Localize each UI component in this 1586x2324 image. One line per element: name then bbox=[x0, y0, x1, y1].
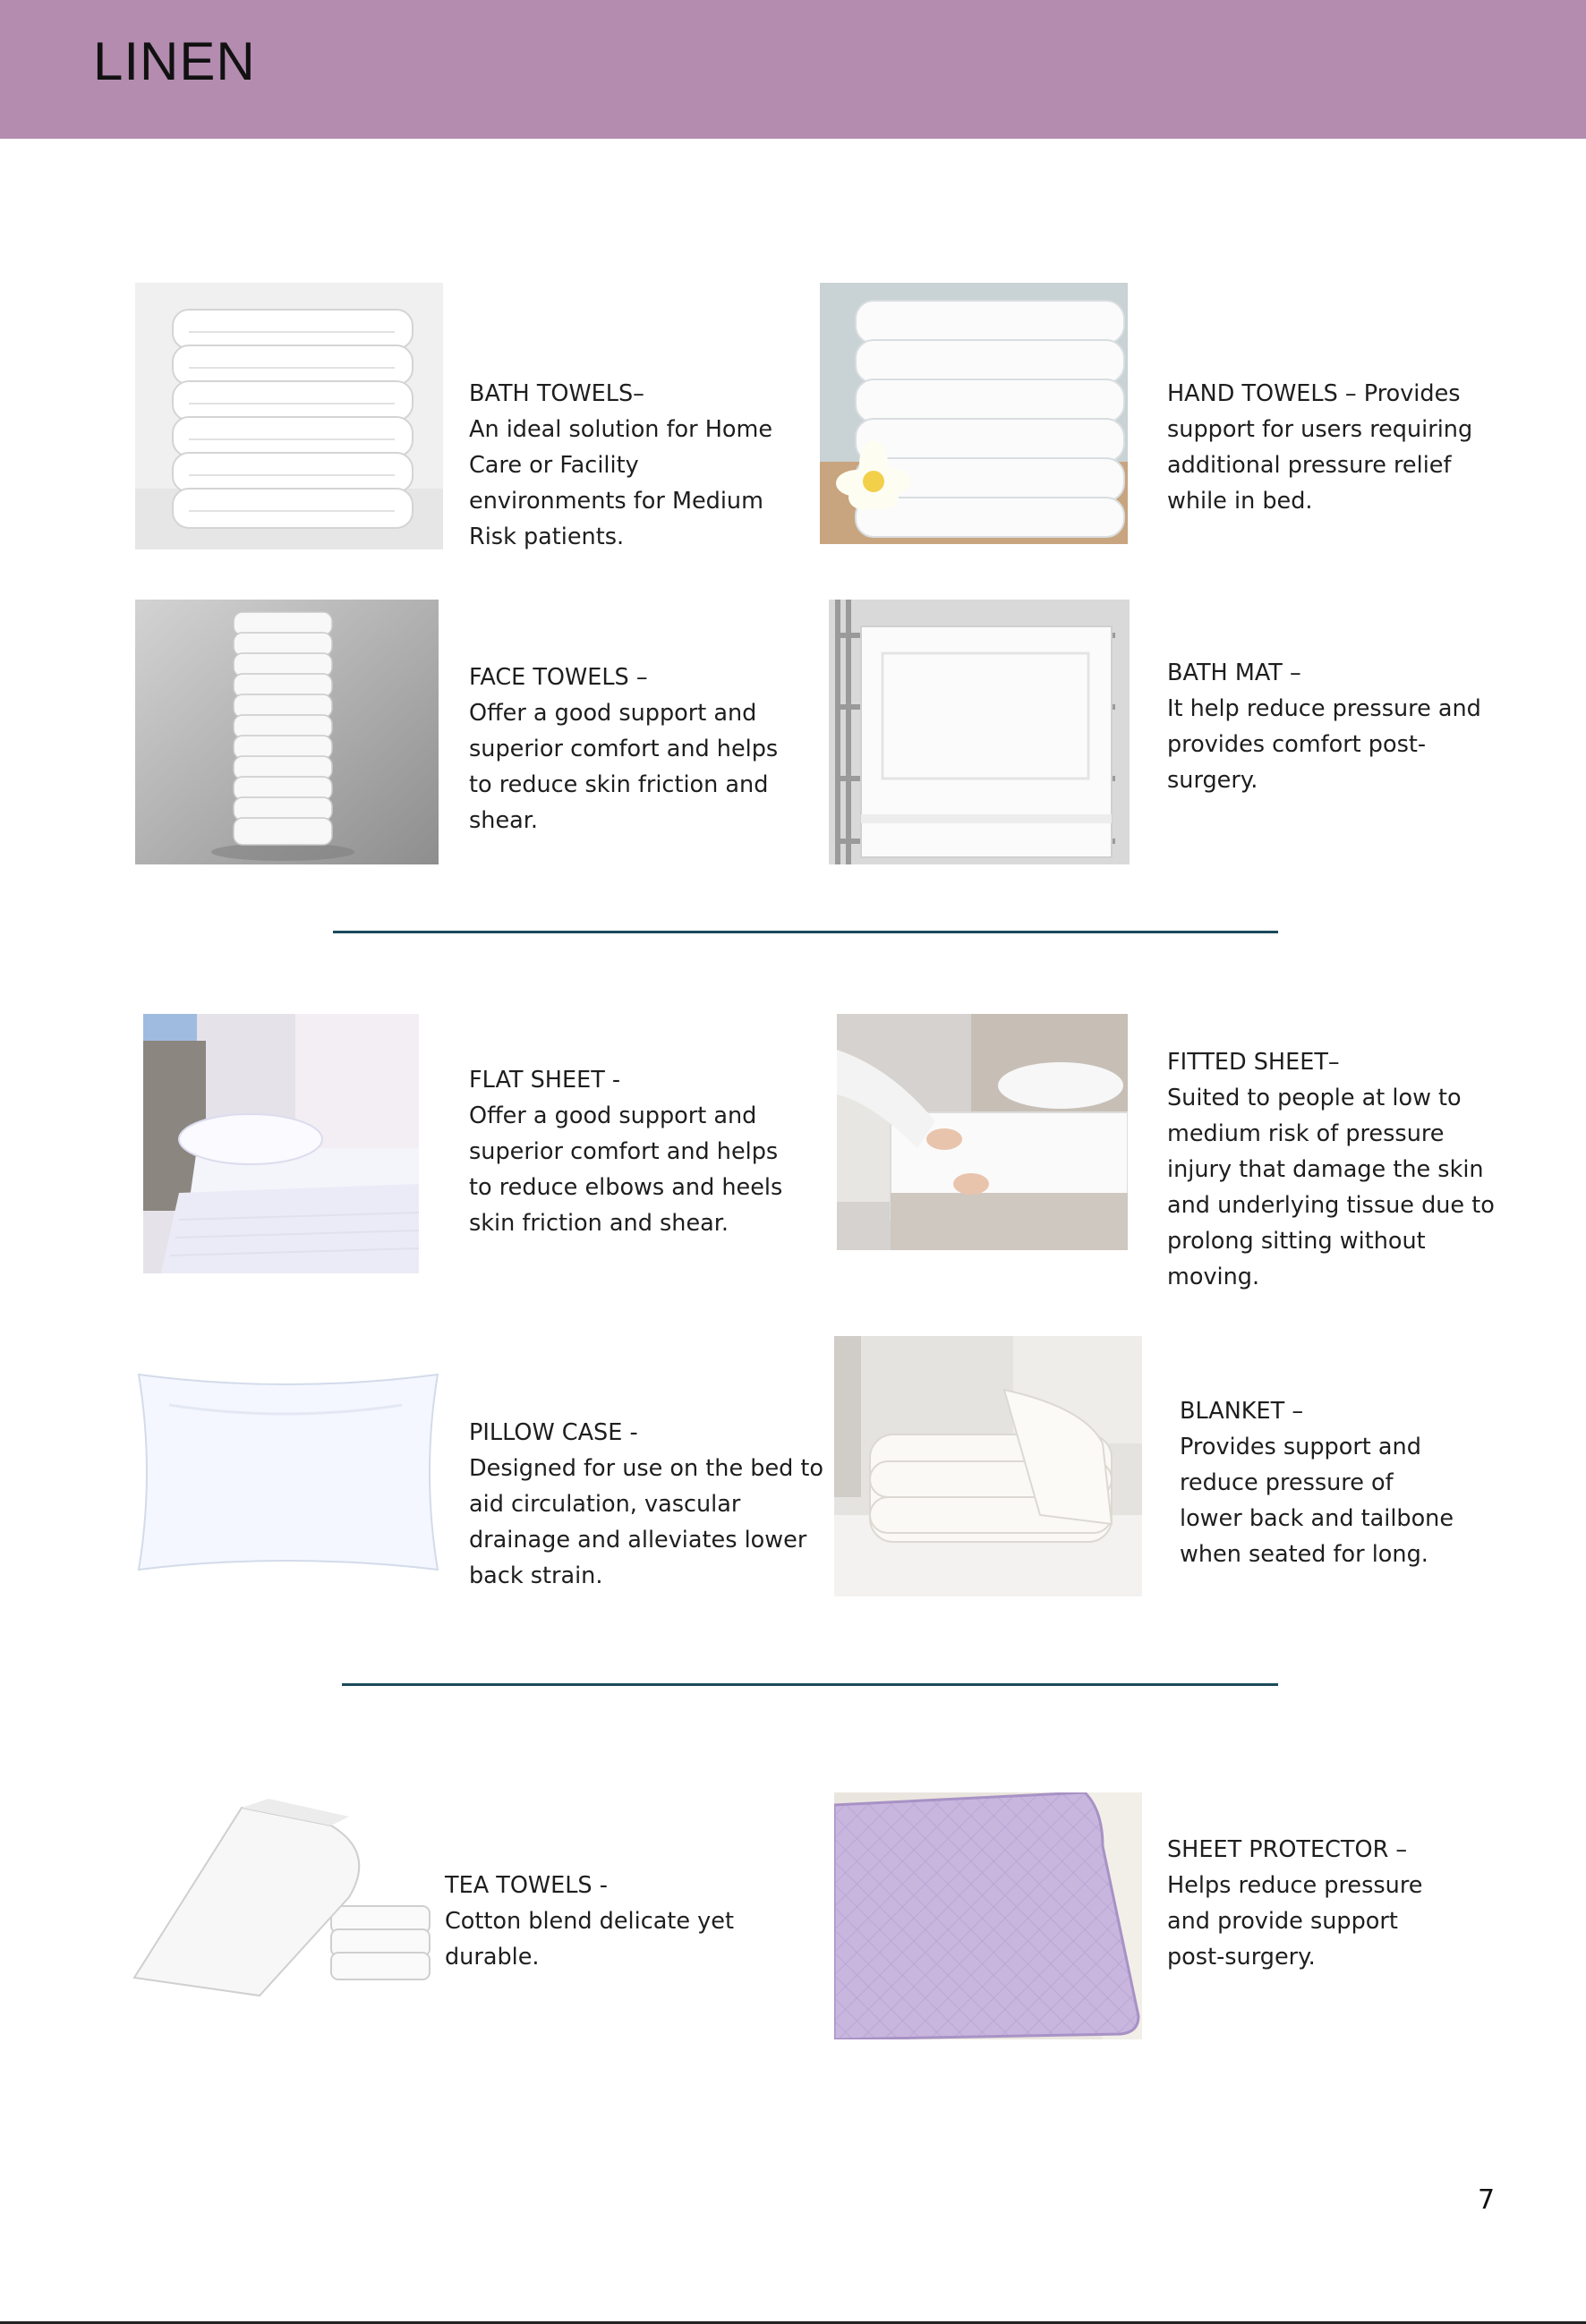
pillow-case-description: PILLOW CASE - Designed for use on the bed to aid circulation, vascular drainage and alleviates lower back strain. bbox=[469, 1419, 824, 1589]
folded-tea-towels-image bbox=[125, 1799, 431, 2001]
bed-with-flat-sheet-image bbox=[143, 1014, 419, 1273]
white-pillow-image bbox=[133, 1369, 441, 1575]
face-towels-description: FACE TOWELS – Offer a good support and superior comfort and helps to reduce skin friction and shear. bbox=[469, 664, 779, 834]
lavender-quilted-protector-image bbox=[834, 1792, 1142, 2039]
sheet-protector-description: SHEET PROTECTOR – Helps reduce pressure and provide support post-surgery. bbox=[1167, 1836, 1423, 1971]
bath-towels-description: BATH TOWELS– An ideal solution for Home Care or Facility environments for Medium Risk patients. bbox=[469, 380, 773, 550]
page-title: LINEN bbox=[93, 31, 256, 91]
hand-towels-with-flower-image bbox=[820, 283, 1128, 544]
bath-mat-description: BATH MAT – It help reduce pressure and provides comfort post- surgery. bbox=[1167, 660, 1481, 794]
fitted-sheet-description: FITTED SHEET– Suited to people at low to medium risk of pressure injury that damage the skin and underlying tissue due to prolong sitting without moving. bbox=[1167, 1049, 1495, 1290]
fitting-sheet-on-bed-image bbox=[837, 1014, 1128, 1250]
hand-towels-description: HAND TOWELS – Provides support for users requiring additional pressure relief while in bed. bbox=[1167, 380, 1473, 515]
page-number: 7 bbox=[1478, 2184, 1496, 2216]
section-divider bbox=[333, 931, 1278, 933]
bath-mat-on-rail-image bbox=[829, 600, 1130, 864]
stacked-bath-towels-image bbox=[135, 283, 443, 549]
section-divider bbox=[342, 1683, 1278, 1686]
flat-sheet-description: FLAT SHEET - Offer a good support and superior comfort and helps to reduce elbows and heels skin friction and shear. bbox=[469, 1067, 783, 1237]
tea-towels-description: TEA TOWELS - Cotton blend delicate yet durable. bbox=[445, 1872, 734, 1971]
folded-blanket-on-bed-image bbox=[834, 1336, 1142, 1596]
page-header bbox=[0, 0, 1586, 139]
tall-face-towel-stack-image bbox=[135, 600, 439, 864]
blanket-description: BLANKET – Provides support and reduce pressure of lower back and tailbone when seated for long. bbox=[1180, 1398, 1454, 1568]
